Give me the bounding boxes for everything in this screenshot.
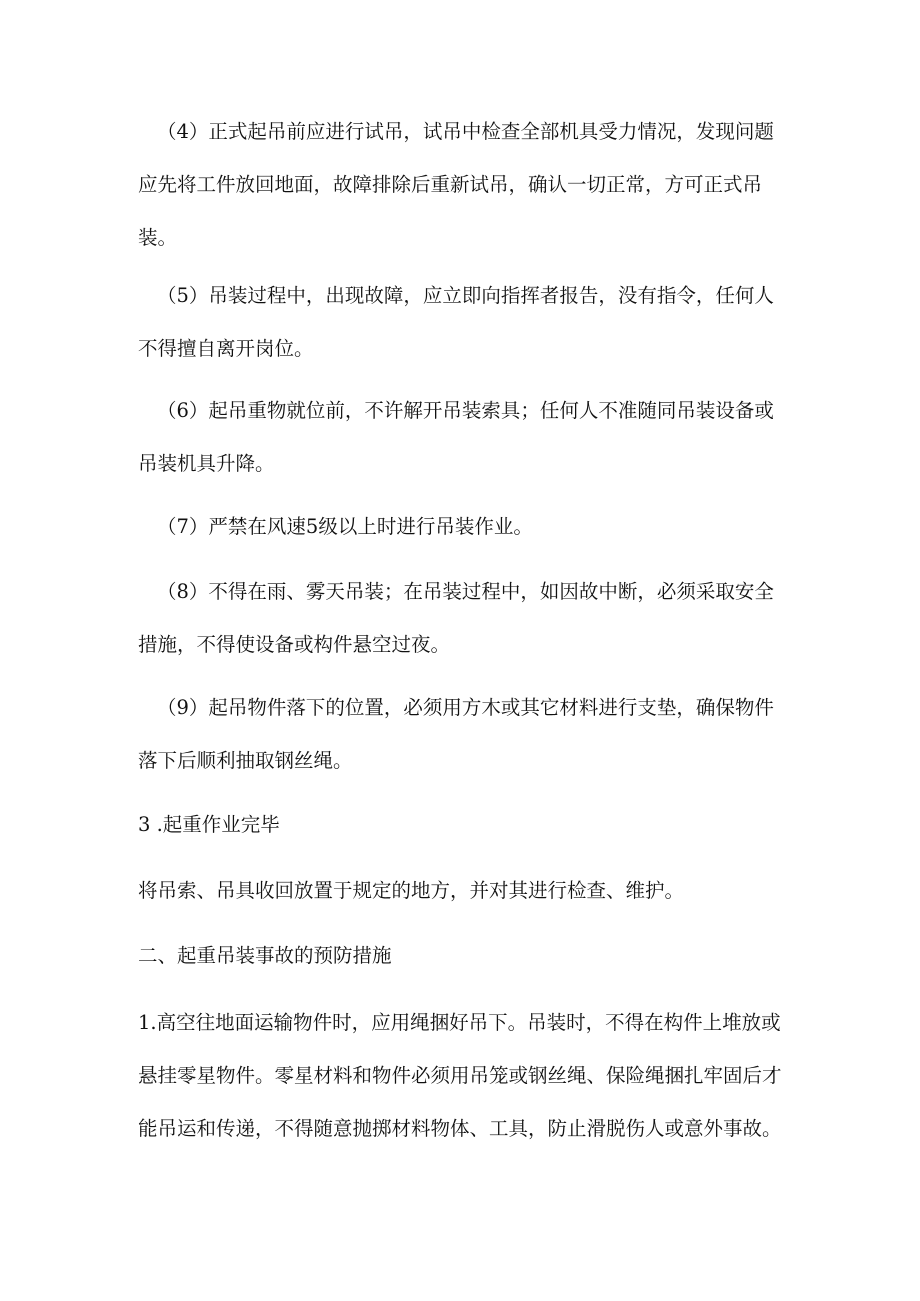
chapter-heading-2: 二、起重吊装事故的预防措施 [138,944,392,967]
paragraph-item-7: （7）严禁在风速5级以上时进行吊装作业。 [157,515,533,538]
section-heading-3: 3 .起重作业完毕 [138,813,280,836]
measure-item-1: 1.高空往地面运输物件时，应用绳捆好吊下。吊装时，不得在构件上堆放或悬挂零星物件。零星材料和物件必须用吊笼或钢丝绳、保险绳捆扎牢固后才能吊运和传递，不得随意抛掷材料物体、工具，防止滑脱伤人或意外事故。 [138,1011,782,1140]
section-body-3: 将吊索、吊具收回放置于规定的地方，并对其进行检查、维护。 [138,879,685,902]
paragraph-item-8: （8）不得在雨、雾天吊装；在吊装过程中，如因故中断，必须采取安全措施，不得使设备或构件悬空过夜。 [138,580,774,656]
paragraph-item-5: （5）吊装过程中，出现故障，应立即向指挥者报告，没有指令，任何人不得擅自离开岗位。 [138,284,774,360]
paragraph-item-6: （6）起吊重物就位前，不许解开吊装索具；任何人不准随同吊装设备或吊装机具升降。 [138,399,774,475]
paragraph-item-4: （4）正式起吊前应进行试吊，试吊中检查全部机具受力情况，发现问题应先将工件放回地面，故障排除后重新试吊，确认一切正常，方可正式吊装。 [138,120,774,249]
paragraph-item-9: （9）起吊物件落下的位置，必须用方木或其它材料进行支垫，确保物件落下后顺利抽取钢丝绳。 [138,696,774,772]
